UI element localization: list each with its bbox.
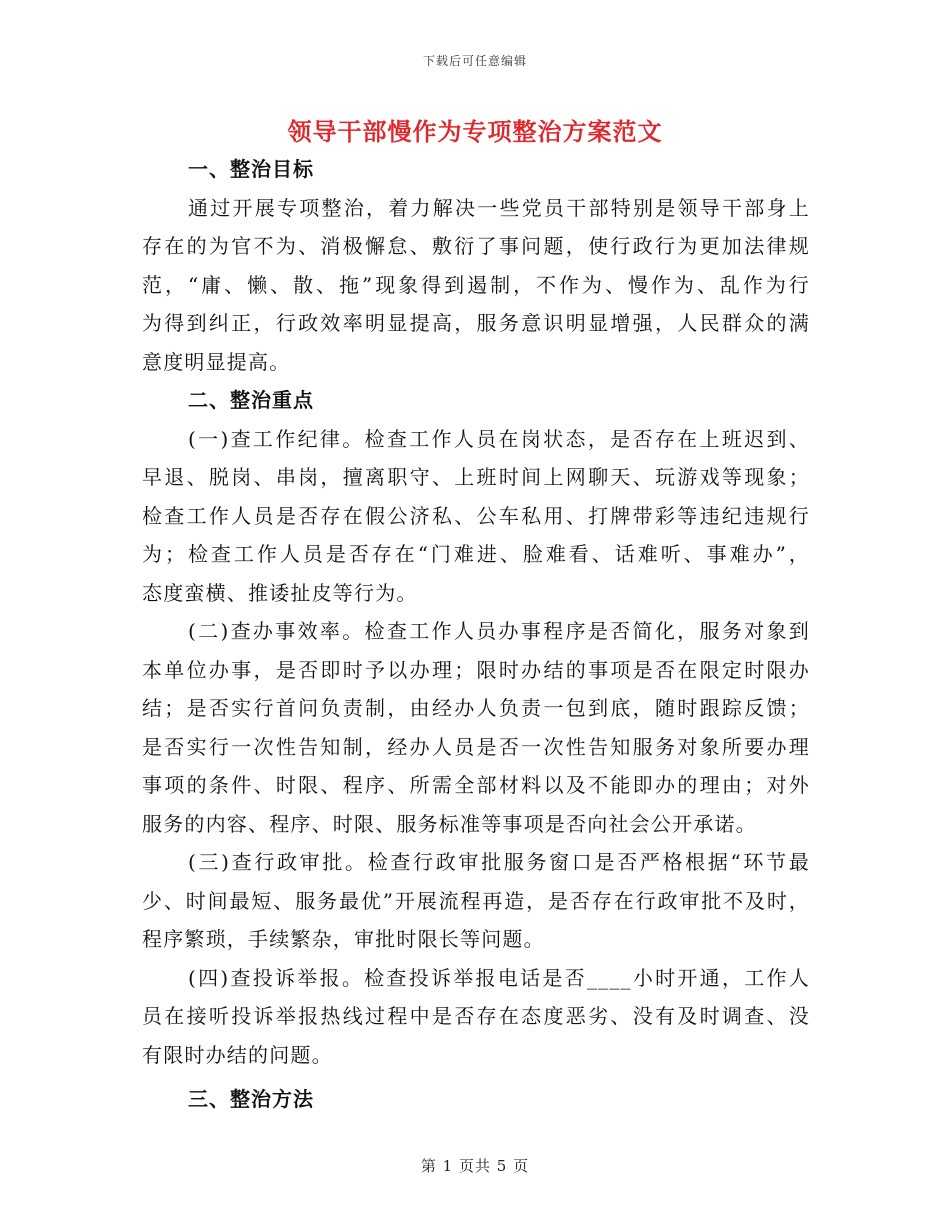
section-heading-methods: 三、整治方法 (188, 1087, 314, 1111)
paragraph (142, 420, 810, 613)
page-number: 第 1 页共 5 页 (420, 1157, 530, 1175)
text-line: 态度蛮横、推诿扯皮等行为。 (142, 580, 418, 605)
text-line: 为得到纠正，行政效率明显提高，服务意识明显增强，人民群众的满 (142, 311, 810, 335)
text-line: 范，“庸、懒、散、拖”现象得到遏制，不作为、慢作为、乱作为行 (142, 272, 810, 297)
text-line: 事项的条件、时限、程序、所需全部材料以及不能即办的理由；对外 (142, 773, 810, 797)
text-line: 为；检查工作人员是否存在“门难进、脸难看、话难听、事难办”， (142, 542, 810, 566)
paragraph (142, 189, 810, 382)
text-line: (一)查工作纪律。检查工作人员在岗状态，是否存在上班迟到、 (188, 426, 810, 451)
text-line: 检查工作人员是否存在假公济私、公车私用、打牌带彩等违纪违规行 (142, 503, 810, 528)
text-line: 员在接听投诉举报热线过程中是否存在态度恶劣、没有及时调查、没 (142, 1004, 810, 1028)
text-line: 通过开展专项整治，着力解决一些党员干部特别是领导干部身上 (188, 195, 810, 220)
text-line: 是否实行一次性告知制，经办人员是否一次性告知服务对象所要办理 (142, 734, 810, 759)
text-line: 存在的为官不为、消极懈怠、敷衍了事问题，使行政行为更加法律规 (142, 234, 810, 258)
document-body (142, 150, 810, 1119)
text-line: 服务的内容、程序、时限、服务标准等事项是否向社会公开承诺。 (142, 811, 757, 836)
text-line: 有限时办结的问题。 (142, 1042, 333, 1067)
text-line: 本单位办事，是否即时予以办理；限时办结的事项是否在限定时限办 (142, 657, 810, 682)
text-line: (二)查办事效率。检查工作人员办事程序是否简化，服务对象到 (188, 619, 810, 643)
text-line: 早退、脱岗、串岗，擅离职守、上班时间上网聊天、玩游戏等现象； (142, 465, 810, 489)
text-line: 少、时间最短、服务最优”开展流程再造，是否存在行政审批不及时， (142, 888, 810, 913)
text-line: 结；是否实行首问负责制，由经办人负责一包到底，随时跟踪反馈； (142, 696, 810, 720)
text-line: (四)查投诉举报。检查投诉举报电话是否____小时开通，工作人 (188, 965, 810, 990)
paragraph (142, 843, 810, 959)
text-line: 程序繁琐，手续繁杂，审批时限长等问题。 (142, 927, 545, 951)
text-line: 意度明显提高。 (142, 349, 291, 374)
text-line: (三)查行政审批。检查行政审批服务窗口是否严格根据“环节最 (188, 850, 810, 874)
paragraph (142, 612, 810, 843)
header-note: 下载后可任意编辑 (422, 54, 527, 68)
section-heading-focus: 二、整治重点 (188, 388, 314, 412)
paragraph (142, 959, 810, 1075)
document-title: 领导干部慢作为专项整治方案范文 (287, 117, 663, 146)
section-heading-goals: 一、整治目标 (188, 157, 314, 181)
